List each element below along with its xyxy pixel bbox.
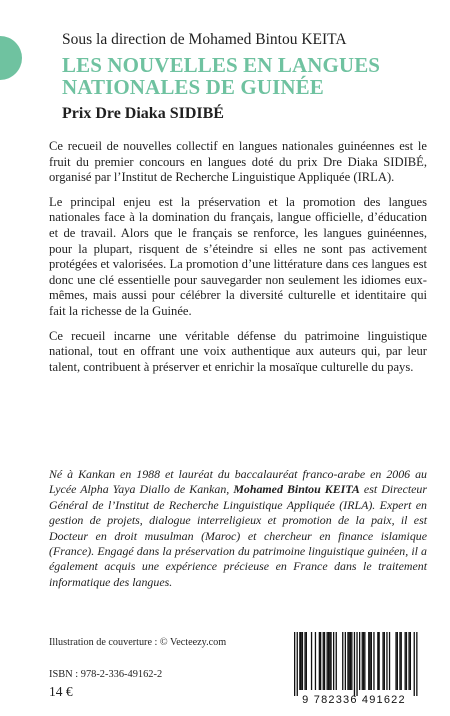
barcode-bar [356,632,357,696]
author-bio [49,467,427,590]
barcode-bar [294,632,295,696]
prize-subtitle: Prix Dre Diaka SIDIBÉ [62,105,224,122]
book-title-line-1: LES NOUVELLES EN LANGUES [62,53,381,77]
barcode-bar [405,632,406,690]
barcode-bar [323,632,324,690]
barcode-bar [395,632,396,690]
book-title-line-2: NATIONALES DE GUINÉE [62,75,324,99]
barcode-bar [389,632,390,690]
barcode-bar [362,632,363,690]
barcode-bar [315,632,316,690]
barcode-bar [364,632,365,690]
barcode-bar [368,632,369,690]
blurb-paragraph: Ce recueil de nouvelles collectif en langues nationales guinéennes est le fruit du premier concours en langues doté du prix Dre Diaka SIDIBÉ, organisé par l’Institut de Recherche Linguistique Appliquée (IRLA). [49,139,427,185]
barcode-bar [297,632,298,696]
barcode-bar [347,632,348,690]
green-tab-decoration [0,36,22,80]
barcode-bar [328,632,329,690]
author-name: Mohamed Bintou KEITA [233,482,360,497]
barcode-bar [377,632,378,690]
barcode-bar [401,632,402,690]
barcode-bar [333,632,334,690]
book-title [62,54,422,98]
barcode-bar [406,632,407,690]
barcode-bar [324,632,325,690]
barcode-bar [319,632,320,690]
barcode-bar [329,632,330,690]
barcode-bars [294,632,418,696]
barcode-bar [373,632,374,690]
barcode-bar [311,632,312,690]
barcode-bar [320,632,321,690]
price: 14 € [49,684,73,699]
barcode-digits: 9 782336 491622 [302,694,406,706]
barcode-bar [350,632,351,690]
isbn-barcode [280,630,428,706]
barcode-bar [399,632,400,690]
barcode-bar [354,632,355,696]
blurb-paragraph: Le principal enjeu est la préservation et la promotion des langues nationales face à la domination du français, langue officielle, d’éducation et de travail. Alors que le français se renforce, les langues guinéennes, pour la plupart, risquent de s’éteindre si elles ne sont pas activement protégées et valorisées. La promotion d’une littérature dans ces langues est donc une clé essentielle pour sauvegarder non seulement les idiomes eux-mêmes, mais aussi pour célébrer la diversité culturelle et identitaire qui fait la richesse de la Guinée. [49,194,427,318]
barcode-bar [408,632,409,690]
barcode-bar [369,632,370,690]
barcode-bar [363,632,364,690]
barcode-bar [327,632,328,690]
illustration-credit: Illustration de couverture : © Vecteezy.com [49,637,227,648]
barcode-bar [416,632,417,696]
barcode-bar [371,632,372,690]
barcode-bar [359,632,360,690]
barcode-bar [301,632,302,690]
barcode-bar [414,632,415,696]
barcode-bar [379,632,380,690]
blurb-paragraph: Ce recueil incarne une véritable défense du patrimoine linguistique national, tout en offrant une voix authentique aux auteurs qui, par leur talent, contribuent à préserver et enrichir la mosaïque culturelle du pays. [49,328,427,374]
barcode-graphic [280,630,428,706]
barcode-bar [351,632,352,690]
barcode-bar [336,632,337,690]
author-bio-intro: Né à Kankan en 1988 et lauréat du baccalauréat franco-arabe en 2006 au Lycée Alpha Yaya Diallo de Kankan, [49,467,427,497]
barcode-bar [306,632,307,690]
barcode-bar [330,632,331,690]
barcode-bar [397,632,398,690]
barcode-bar [410,632,411,690]
barcode-bar [382,632,383,690]
barcode-bar [304,632,305,690]
barcode-bar [349,632,350,690]
barcode-bar [342,632,343,690]
barcode-bar [302,632,303,690]
barcode-bar [384,632,385,690]
author-bio-paragraph [49,467,427,590]
isbn-number: ISBN : 978-2-336-49162-2 [49,669,163,680]
barcode-bar [345,632,346,690]
barcode-bar [299,632,300,690]
editor-credit: Sous la direction de Mohamed Bintou KEITA [62,31,347,48]
back-cover-blurb [49,139,427,384]
author-bio-body: est Directeur Général de l’Institut de Recherche Linguistique Appliquée (IRLA). Expert en gestion de projets, dialogue interreligieux et promotion de la paix, il est Docteur en droit musulman (Maroc) et chercheur en finance islamique (France). Engagé dans la préservation du patrimoine linguistique guinéen, il a également acquis une expérience précieuse en France dans le traitement informatique des langues. [49,482,427,589]
barcode-bar [386,632,387,690]
